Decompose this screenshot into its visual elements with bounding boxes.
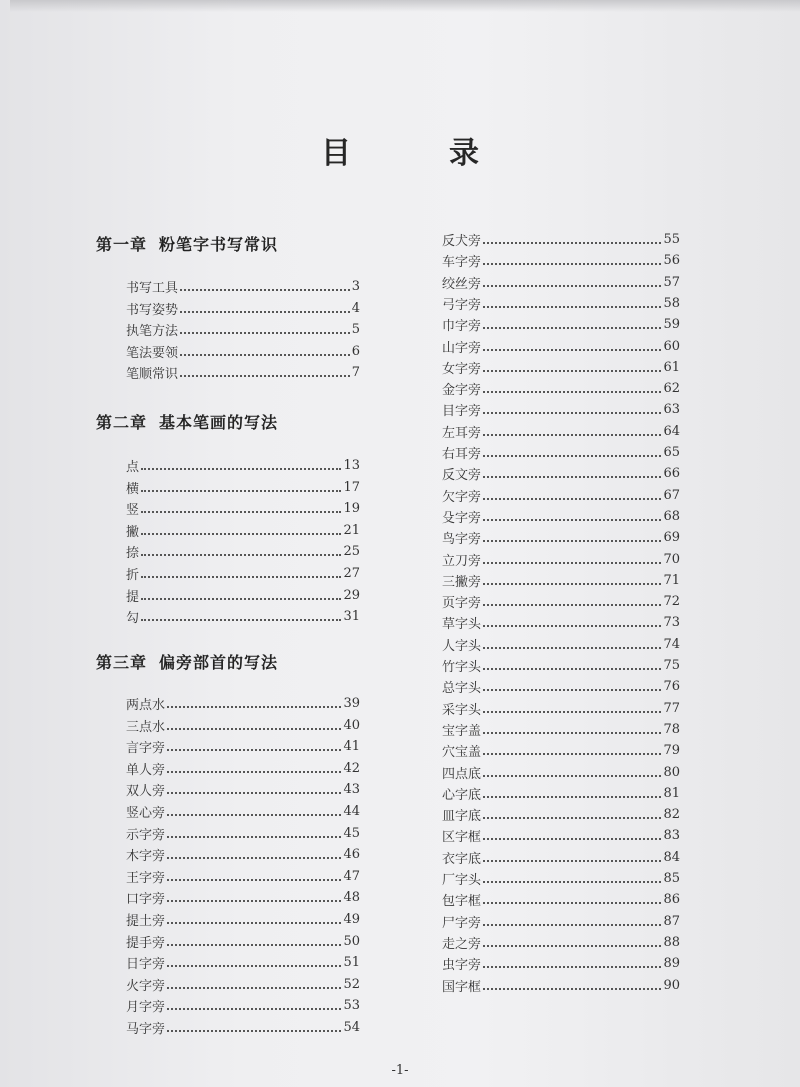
toc-entry-title: 勾 — [126, 611, 140, 626]
toc-entry[interactable] — [126, 693, 360, 714]
toc-entry-title: 巾字旁 — [442, 319, 482, 334]
dot-leader — [167, 878, 341, 881]
toc-entry[interactable] — [442, 378, 680, 399]
toc-entry[interactable] — [442, 399, 680, 420]
toc-entry-page: 46 — [343, 847, 360, 862]
toc-entry-page: 87 — [663, 914, 680, 929]
dot-leader — [483, 624, 661, 627]
toc-entry-page: 67 — [663, 488, 680, 503]
toc-entry[interactable] — [442, 570, 680, 591]
toc-entry[interactable] — [126, 866, 360, 887]
toc-entry[interactable] — [442, 229, 680, 250]
toc-entry-title: 月字旁 — [126, 1000, 166, 1015]
page-title: 目 录 — [321, 136, 513, 171]
toc-entry[interactable] — [442, 272, 680, 293]
toc-entry-title: 提土旁 — [126, 914, 166, 929]
toc-entry[interactable] — [442, 868, 680, 889]
toc-entry-title: 采字头 — [442, 703, 482, 718]
toc-entry-title: 提手旁 — [126, 936, 166, 951]
toc-entry-title: 国字框 — [442, 980, 482, 995]
toc-entry[interactable] — [442, 698, 680, 719]
toc-entry-page: 69 — [663, 530, 680, 545]
dot-leader — [483, 262, 661, 265]
toc-entry-page: 59 — [663, 317, 680, 332]
toc-entry-title: 横 — [126, 482, 140, 497]
toc-entry-page: 78 — [663, 722, 680, 737]
toc-entry-page: 74 — [663, 637, 680, 652]
dot-leader — [483, 518, 661, 521]
toc-entry-title: 书写工具 — [126, 281, 179, 296]
dot-leader — [483, 411, 661, 414]
dot-leader — [167, 705, 341, 708]
toc-entry[interactable] — [126, 844, 360, 865]
toc-entry-page: 43 — [343, 782, 360, 797]
toc-entry[interactable] — [126, 909, 360, 930]
dot-leader — [180, 374, 350, 377]
page-number: -1- — [391, 1063, 409, 1078]
toc-entry-title: 笔顺常识 — [126, 367, 179, 382]
dot-leader — [483, 710, 661, 713]
toc-entry[interactable] — [442, 676, 680, 697]
dot-leader — [483, 603, 661, 606]
toc-entry-title: 竖 — [126, 503, 140, 518]
toc-entry-title: 厂字头 — [442, 873, 482, 888]
dot-leader — [483, 348, 661, 351]
toc-entry[interactable] — [126, 995, 360, 1016]
chapter-2-heading — [96, 410, 278, 433]
toc-entry-page: 88 — [663, 935, 680, 950]
toc-entry-page: 73 — [663, 615, 680, 630]
toc-entry-title: 人字头 — [442, 639, 482, 654]
toc-entry-title: 宝字盖 — [442, 724, 482, 739]
toc-entry-title: 捺 — [126, 546, 140, 561]
toc-entry-title: 反文旁 — [442, 468, 482, 483]
toc-entry-page: 21 — [343, 523, 360, 538]
toc-entry-title: 笔法要领 — [126, 346, 179, 361]
chapter-number: 第三章 — [96, 653, 148, 672]
toc-entry-page: 80 — [663, 765, 680, 780]
toc-entry-page: 58 — [663, 296, 680, 311]
dot-leader — [483, 965, 661, 968]
toc-entry-page: 3 — [351, 279, 360, 294]
toc-entry-title: 金字旁 — [442, 383, 482, 398]
dot-leader — [483, 326, 661, 329]
toc-entry-title: 尸字旁 — [442, 916, 482, 931]
toc-entry[interactable] — [442, 953, 680, 974]
toc-entry-page: 41 — [343, 739, 360, 754]
toc-entry-page: 85 — [663, 871, 680, 886]
toc-entry-page: 65 — [663, 445, 680, 460]
toc-entry[interactable] — [126, 952, 360, 973]
toc-entry[interactable] — [126, 585, 360, 606]
toc-entry-page: 50 — [343, 934, 360, 949]
toc-entry[interactable] — [442, 762, 680, 783]
toc-entry-page: 81 — [663, 786, 680, 801]
toc-entry-page: 25 — [343, 544, 360, 559]
chapter-1-heading — [96, 232, 278, 255]
toc-entry[interactable] — [126, 341, 360, 362]
dot-leader — [167, 986, 341, 989]
toc-entry[interactable] — [442, 847, 680, 868]
toc-entry-title: 三点水 — [126, 720, 166, 735]
toc-entry-page: 4 — [351, 301, 360, 316]
toc-entry-title: 两点水 — [126, 698, 166, 713]
toc-entry[interactable] — [442, 250, 680, 271]
toc-entry-title: 包字框 — [442, 894, 482, 909]
toc-entry-page: 86 — [663, 892, 680, 907]
chapter-number: 第一章 — [96, 235, 148, 254]
dot-leader — [483, 284, 661, 287]
toc-entry[interactable] — [126, 541, 360, 562]
toc-entry-page: 31 — [343, 609, 360, 624]
dot-leader — [167, 899, 341, 902]
dot-leader — [180, 288, 350, 291]
toc-entry-title: 草字头 — [442, 617, 482, 632]
toc-entry-title: 心字底 — [442, 788, 482, 803]
toc-entry-page: 90 — [663, 978, 680, 993]
toc-entry-page: 55 — [663, 232, 680, 247]
toc-entry-title: 王字旁 — [126, 871, 166, 886]
toc-entry-page: 61 — [663, 360, 680, 375]
dot-leader — [167, 921, 341, 924]
dot-leader — [483, 369, 661, 372]
dot-leader — [180, 353, 350, 356]
dot-leader — [483, 390, 661, 393]
dot-leader — [483, 497, 661, 500]
toc-entry-page: 27 — [343, 566, 360, 581]
dot-leader — [167, 770, 341, 773]
toc-entry[interactable] — [126, 779, 360, 800]
chapter-3-heading — [96, 650, 278, 673]
toc-entry-title: 木字旁 — [126, 849, 166, 864]
chapter-number: 第二章 — [96, 413, 148, 432]
toc-entry[interactable] — [442, 442, 680, 463]
toc-entry-title: 皿字底 — [442, 809, 482, 824]
toc-entry-title: 欠字旁 — [442, 490, 482, 505]
toc-entry-page: 71 — [663, 573, 680, 588]
toc-entry-title: 执笔方法 — [126, 324, 179, 339]
toc-entry[interactable] — [442, 591, 680, 612]
dot-leader — [483, 987, 661, 990]
dot-leader — [167, 748, 341, 751]
dot-leader — [141, 467, 341, 470]
toc-entry-title: 弓字旁 — [442, 298, 482, 313]
toc-entry-page: 39 — [343, 696, 360, 711]
toc-entry-page: 66 — [663, 466, 680, 481]
toc-entry[interactable] — [126, 477, 360, 498]
toc-entry[interactable] — [126, 1017, 360, 1038]
toc-entry-page: 54 — [343, 1020, 360, 1035]
toc-entry[interactable] — [442, 506, 680, 527]
toc-entry-page: 57 — [663, 275, 680, 290]
dot-leader — [167, 856, 341, 859]
toc-entry-page: 19 — [343, 501, 360, 516]
dot-leader — [167, 813, 341, 816]
toc-entry-title: 提 — [126, 590, 140, 605]
dot-leader — [483, 816, 661, 819]
dot-leader — [483, 731, 661, 734]
dot-leader — [483, 774, 661, 777]
toc-entry-title: 言字旁 — [126, 741, 166, 756]
toc-entry[interactable] — [442, 655, 680, 676]
dot-leader — [141, 532, 341, 535]
toc-entry[interactable] — [126, 319, 360, 340]
toc-entry-page: 82 — [663, 807, 680, 822]
toc-entry-title: 撇 — [126, 525, 140, 540]
toc-entry[interactable] — [126, 520, 360, 541]
dot-leader — [483, 667, 661, 670]
toc-entry-title: 区字框 — [442, 830, 482, 845]
toc-entry-title: 竖心旁 — [126, 806, 166, 821]
toc-entry[interactable] — [442, 549, 680, 570]
toc-entry[interactable] — [442, 740, 680, 761]
toc-entry-title: 示字旁 — [126, 828, 166, 843]
dot-leader — [483, 305, 661, 308]
toc-entry[interactable] — [126, 758, 360, 779]
dot-leader — [141, 489, 341, 492]
toc-entry-page: 89 — [663, 956, 680, 971]
toc-entry-page: 42 — [343, 761, 360, 776]
dot-leader — [483, 646, 661, 649]
dot-leader — [483, 837, 661, 840]
toc-entry-page: 72 — [663, 594, 680, 609]
chapter-title: 偏旁部首的写法 — [159, 653, 279, 672]
toc-entry[interactable] — [126, 887, 360, 908]
toc-entry-page: 6 — [351, 344, 360, 359]
toc-entry[interactable] — [442, 825, 680, 846]
toc-entry-title: 右耳旁 — [442, 447, 482, 462]
toc-entry-title: 三撇旁 — [442, 575, 482, 590]
toc-entry-title: 页字旁 — [442, 596, 482, 611]
toc-entry-title: 点 — [126, 460, 140, 475]
toc-entry-page: 17 — [343, 480, 360, 495]
toc-entry-title: 山字旁 — [442, 341, 482, 356]
toc-entry[interactable] — [126, 563, 360, 584]
toc-entry-page: 83 — [663, 828, 680, 843]
toc-entry-title: 总字头 — [442, 681, 482, 696]
toc-entry[interactable] — [442, 889, 680, 910]
toc-entry-page: 56 — [663, 253, 680, 268]
toc-entry-title: 鸟字旁 — [442, 532, 482, 547]
toc-entry[interactable] — [126, 823, 360, 844]
toc-entry[interactable] — [442, 975, 680, 996]
dot-leader — [167, 1029, 341, 1032]
dot-leader — [141, 553, 341, 556]
toc-entry[interactable] — [442, 634, 680, 655]
toc-entry-page: 75 — [663, 658, 680, 673]
toc-entry-page: 7 — [351, 365, 360, 380]
toc-entry-title: 绞丝旁 — [442, 277, 482, 292]
toc-entry-page: 52 — [343, 977, 360, 992]
toc-entry[interactable] — [126, 931, 360, 952]
toc-entry-page: 70 — [663, 552, 680, 567]
dot-leader — [167, 727, 341, 730]
toc-entry[interactable] — [126, 801, 360, 822]
toc-entry-page: 79 — [663, 743, 680, 758]
toc-entry-title: 双人旁 — [126, 784, 166, 799]
dot-leader — [167, 791, 341, 794]
dot-leader — [141, 597, 341, 600]
dot-leader — [483, 880, 661, 883]
toc-entry-title: 反犬旁 — [442, 234, 482, 249]
toc-entry-title: 车字旁 — [442, 255, 482, 270]
toc-entry-page: 77 — [663, 701, 680, 716]
toc-entry[interactable] — [126, 974, 360, 995]
dot-leader — [141, 510, 341, 513]
dot-leader — [483, 901, 661, 904]
toc-entry-page: 53 — [343, 998, 360, 1013]
toc-entry[interactable] — [126, 736, 360, 757]
toc-entry-page: 13 — [343, 458, 360, 473]
toc-entry-title: 女字旁 — [442, 362, 482, 377]
toc-entry-page: 60 — [663, 339, 680, 354]
toc-entry-page: 76 — [663, 679, 680, 694]
dot-leader — [483, 539, 661, 542]
toc-entry[interactable] — [442, 527, 680, 548]
toc-entry[interactable] — [442, 293, 680, 314]
dot-leader — [167, 943, 341, 946]
toc-entry-title: 书写姿势 — [126, 303, 179, 318]
toc-entry-page: 40 — [343, 718, 360, 733]
toc-entry-title: 目字旁 — [442, 404, 482, 419]
toc-entry[interactable] — [126, 276, 360, 297]
toc-entry[interactable] — [126, 298, 360, 319]
toc-entry[interactable] — [126, 455, 360, 476]
chapter-title: 基本笔画的写法 — [159, 413, 279, 432]
toc-entry[interactable] — [442, 612, 680, 633]
toc-entry-page: 47 — [343, 869, 360, 884]
dot-leader — [167, 964, 341, 967]
dot-leader — [483, 241, 661, 244]
dot-leader — [141, 575, 341, 578]
toc-entry-title: 立刀旁 — [442, 554, 482, 569]
toc-entry[interactable] — [126, 715, 360, 736]
toc-entry[interactable] — [442, 463, 680, 484]
toc-entry[interactable] — [126, 362, 360, 383]
dot-leader — [180, 310, 350, 313]
toc-entry-page: 29 — [343, 588, 360, 603]
toc-entry[interactable] — [442, 804, 680, 825]
toc-entry[interactable] — [442, 783, 680, 804]
toc-entry-title: 走之旁 — [442, 937, 482, 952]
dot-leader — [483, 454, 661, 457]
toc-entry-page: 84 — [663, 850, 680, 865]
toc-entry-page: 68 — [663, 509, 680, 524]
dot-leader — [483, 582, 661, 585]
toc-entry-title: 火字旁 — [126, 979, 166, 994]
toc-entry-page: 63 — [663, 402, 680, 417]
dot-leader — [167, 1007, 341, 1010]
toc-entry-title: 口字旁 — [126, 892, 166, 907]
dot-leader — [483, 944, 661, 947]
dot-leader — [483, 859, 661, 862]
dot-leader — [180, 331, 350, 334]
toc-entry-title: 折 — [126, 568, 140, 583]
toc-entry-title: 殳字旁 — [442, 511, 482, 526]
dot-leader — [483, 475, 661, 478]
toc-entry-title: 左耳旁 — [442, 426, 482, 441]
dot-leader — [167, 835, 341, 838]
toc-entry[interactable] — [442, 932, 680, 953]
toc-entry[interactable] — [442, 911, 680, 932]
dot-leader — [483, 923, 661, 926]
toc-entry[interactable] — [442, 421, 680, 442]
toc-entry-page: 64 — [663, 424, 680, 439]
toc-entry-title: 穴宝盖 — [442, 745, 482, 760]
toc-entry[interactable] — [126, 606, 360, 627]
toc-entry-title: 日字旁 — [126, 957, 166, 972]
toc-entry-title: 虫字旁 — [442, 958, 482, 973]
toc-entry[interactable] — [442, 314, 680, 335]
toc-entry[interactable] — [442, 336, 680, 357]
toc-entry[interactable] — [126, 498, 360, 519]
toc-entry[interactable] — [442, 485, 680, 506]
dot-leader — [483, 795, 661, 798]
dot-leader — [483, 433, 661, 436]
toc-entry-title: 四点底 — [442, 767, 482, 782]
toc-entry-page: 49 — [343, 912, 360, 927]
toc-entry-title: 衣字底 — [442, 852, 482, 867]
dot-leader — [141, 618, 341, 621]
toc-entry[interactable] — [442, 357, 680, 378]
toc-entry-page: 51 — [343, 955, 360, 970]
toc-entry-page: 5 — [351, 322, 360, 337]
chapter-title: 粉笔字书写常识 — [159, 235, 279, 254]
toc-entry-title: 竹字头 — [442, 660, 482, 675]
dot-leader — [483, 561, 661, 564]
toc-entry-title: 单人旁 — [126, 763, 166, 778]
toc-entry-page: 45 — [343, 826, 360, 841]
dot-leader — [483, 688, 661, 691]
toc-entry-page: 62 — [663, 381, 680, 396]
toc-entry-page: 48 — [343, 890, 360, 905]
dot-leader — [483, 752, 661, 755]
toc-entry-title: 马字旁 — [126, 1022, 166, 1037]
toc-entry[interactable] — [442, 719, 680, 740]
toc-entry-page: 44 — [343, 804, 360, 819]
